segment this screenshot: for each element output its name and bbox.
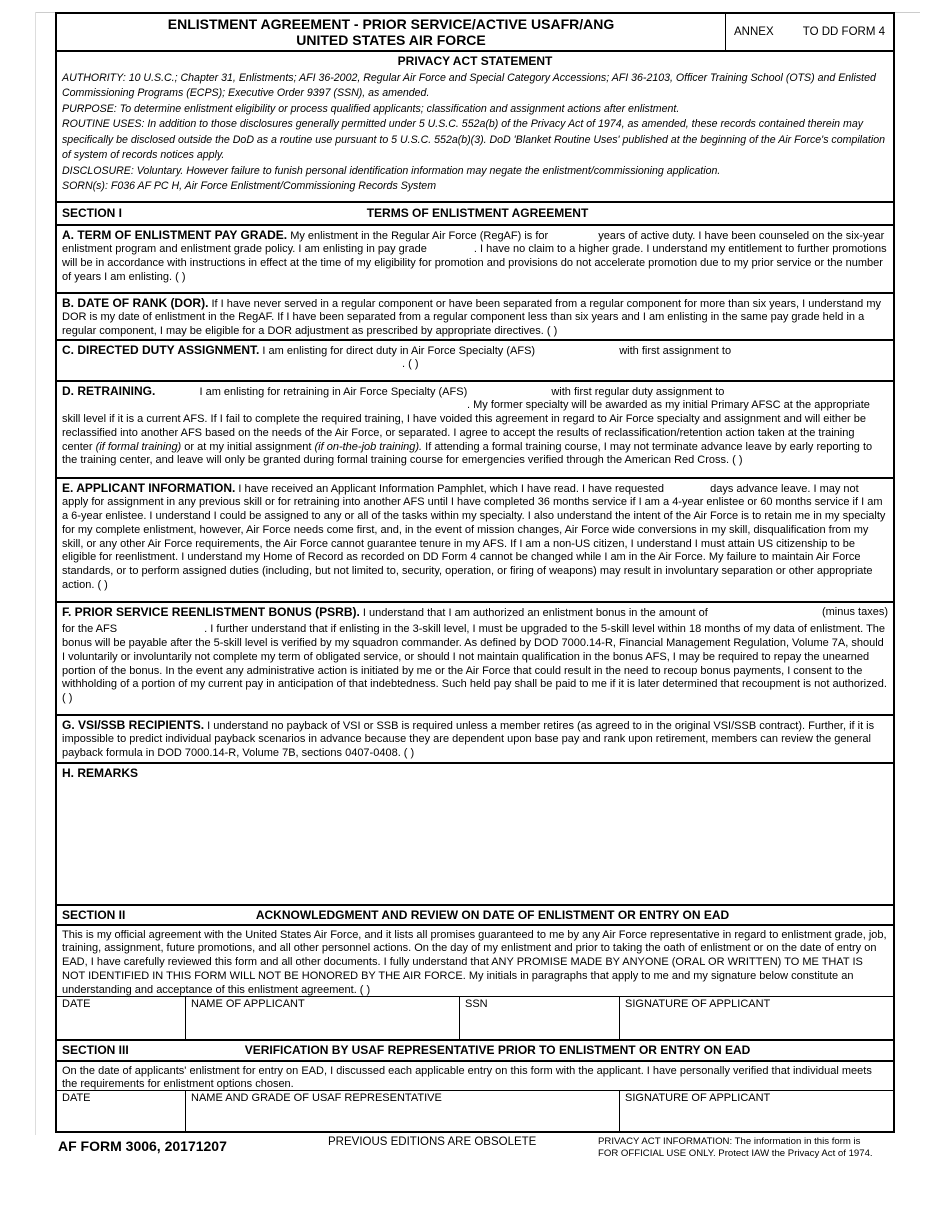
section2-signature-row [57,997,893,1041]
section2-title: ACKNOWLEDGMENT AND REVIEW ON DATE OF ENLISTMENT OR ENTRY ON EAD [255,907,730,922]
privacy-title: PRIVACY ACT STATEMENT [397,54,553,68]
section3-text [57,1062,893,1091]
section1-title: TERMS OF ENLISTMENT AGREEMENT [366,206,589,220]
to-form-label: TO DD FORM 4 [802,26,885,38]
obsolete-notice: PREVIOUS EDITIONS ARE OBSOLETE [328,1136,537,1148]
section3-title: VERIFICATION BY USAF REPRESENTATIVE PRIOR TO ENLISTMENT OR ENTRY ON EAD [244,1043,751,1057]
section3-number: SECTION III [62,1043,129,1057]
para-f-text1: I understand that I am authorized an enlistment bonus in the amount of [359,606,708,619]
para-f-text3: . I further understand that if enlisting in the 3-skill level, I must be upgraded to the 5-skill level within 18 months of my data of enlistment. The bonus will be payable after the 5-skill level is verified by my squadron commander. As defined by DOD 7000.14-R, Financial Management Regulation, Volume 7A, should I voluntarily or involuntarily not complete my term of obligated service, or should I not maintain qualification in the bonus AFS, I may be required to repay the unearned portion of the bonus. In the event any administrative action is initiated by me or the Air Force that could result in the need to recoup bonus payments, I consent to the withholding of a portion of my current pay in anticipation of that indebtedness. Such held pay shall be paid to me if it is later determined that recoupment is not authorized. ( ) [62,623,887,705]
para-d-text3: . My former specialty will be awarded as my initial Primary AFSC at the appropriate skill level if it is a current AFS. If I fail to complete the required training, I have voided this agreement in regard to Air Force specialty and assignment and will either be reclassified into another AFS based on the needs of the Air Force, or separated. I agree to accept the results of reclassification/retention action taken at the training center [62,399,870,453]
section1-number: SECTION I [62,206,123,220]
applicant-date-label: DATE [62,997,91,1010]
form-id: AF FORM 3006, 20171207 [58,1138,227,1154]
para-e-text2: days advance leave. I may not apply for assignment in any previous skill or for retraining into another AFS until I have completed 36 months service if I am a 4-year enlistee or 60 months service if I am a 6-year enlistee. I understand I could be assigned to any or all of the tasks within my specialty. I also understand the intent of the Air Force is to retain me in my specialty for my complete enlistment, however, Air Force needs come first, and, in the event of mission changes, Air Force wide conversions in my skill, disqualification from my skill, or any other Air Force requirements, the Air Force cannot guarantee tenure in my AFS. If I am a non-US citizen, I understand I must attain US citizenship to be eligible for reenlistment. I understand my Home of Record as recorded on DD Form 4 cannot be changed while I am in the Air Force. My failure to maintain Air Force standards, or to perform assigned duties (including, but not limited to, security, operation, or firing of weapons) may result in involuntary separation or other appropriate action. ( ) [62,482,886,592]
applicant-signature-field[interactable] [620,997,893,1039]
para-d-text2: with first regular duty assignment to [551,385,725,398]
applicant-date-field[interactable] [57,997,186,1039]
para-c-directed-duty [57,341,893,382]
footer-privacy-notice [598,1136,873,1160]
applicant-signature-label: SIGNATURE OF APPLICANT [625,997,771,1010]
para-c-text2: with first assignment to [619,344,732,357]
privacy-act-statement [57,52,893,203]
para-b-date-of-rank [57,294,893,341]
footer-privacy-line2: FOR OFFICIAL USE ONLY. Protect IAW the Privacy Act of 1974. [598,1148,873,1159]
privacy-sorn: SORN(s): F036 AF PC H, Air Force Enlistment/Commissioning Records System [62,180,437,192]
para-a-lead: A. TERM OF ENLISTMENT PAY GRADE. [62,227,288,242]
para-a-text1: My enlistment in the Regular Air Force (RegAF) is for [287,229,549,242]
para-f-psrb [57,603,893,716]
section3-signature-row [57,1091,893,1131]
para-a-text3: . I have no claim to a higher grade. I understand my entitlement to further promotions will be in accordance with instructions in effect at the time of my eligibility for promotion and provisions do not accelerate promotion due to my prior service or the number of years I am enlisting. ( ) [62,243,887,283]
applicant-name-label: NAME OF APPLICANT [191,997,305,1010]
para-d-lead: D. RETRAINING. [62,383,156,398]
para-g-vsi-ssb [57,716,893,764]
rep-date-field[interactable] [57,1091,186,1131]
para-d-text4: or at my initial assignment [181,440,315,453]
para-d-text1: I am enlisting for retraining in Air Force Specialty (AFS) [199,385,468,398]
para-e-lead: E. APPLICANT INFORMATION. [62,480,236,495]
section2-number: SECTION II [62,907,126,922]
para-c-lead: C. DIRECTED DUTY ASSIGNMENT. [62,342,260,357]
para-d-retraining [57,382,893,479]
remarks-label: H. REMARKS [62,765,139,780]
para-a-text2: years of active duty. I have been counseled on the six-year enlistment program and enlistment grade policy. I am enlisting in pay grade [62,229,885,256]
para-f-body [62,623,888,706]
para-f-lead: F. PRIOR SERVICE REENLISTMENT BONUS (PSRB). [62,604,360,619]
remarks-area[interactable] [57,764,893,906]
applicant-name-field[interactable] [186,997,460,1039]
form-title [57,14,725,50]
rep-date-label: DATE [62,1091,91,1104]
privacy-disclosure: DISCLOSURE: Voluntary. However failure to funish personal identification information may negate the enlistment/commissioning application. [62,164,721,177]
applicant-ssn-label: SSN [465,997,488,1010]
scan-edge-left [35,12,36,1135]
section1-header [57,203,893,226]
para-b-text: If I have never served in a regular component or have been separated from a regular component for more than six years, I understand my DOR is my date of enlistment in the RegAF. If I have been separated from a regular component less than six years and I am enlisting in the same pay grade held in a regular component, I may be eligible for a DOR adjustment as prescribed by appropriate directives. ( ) [62,297,882,338]
para-e-applicant-information [57,479,893,603]
rep-name-grade-field[interactable] [186,1091,620,1131]
section2-text [57,926,893,997]
footer-privacy-line1: PRIVACY ACT INFORMATION: The information in this form is [598,1136,861,1147]
para-g-text: I understand no payback of VSI or SSB is required unless a member retires (as agreed to in the original VSI/SSB contract). Further, if it is impossible to predict individual payback scenarios in advance because they are dependent upon base pay and rank upon retirement, members can review the general payback formula in DOD 7000.14-R, Volume 7B, sections 0407-0408. ( ) [62,719,875,760]
section2-body: This is my official agreement with the United States Air Force, and it lists all promises guaranteed to me by any Air Force representative in regard to enlistment grade, job, training, assignment, future promotions, and all other personnel actions. On the day of my enlistment and prior to taking the oath of enlistment or on the date of entry on EAD, I have carefully reviewed this form and all other documents. I fully understand that ANY PROMISE MADE BY ANYONE (ORAL OR WRITTEN) TO ME THAT IS NOT IDENTIFIED IN THIS FORM WILL NOT BE HONORED BY THE AIR FORCE. My initials in paragraphs that apply to me and my signature below constitute an understanding and acceptance of this enlistment agreement. ( ) [62,928,887,996]
rep-signature-label: SIGNATURE OF APPLICANT [625,1091,771,1104]
form-header [57,14,893,52]
para-e-text1: I have received an Applicant Information Pamphlet, which I have read. I have requested [235,482,664,495]
applicant-ssn-field[interactable] [460,997,620,1039]
para-f-first-line [62,606,888,621]
privacy-purpose: PURPOSE: To determine enlistment eligibility or process qualified applicants; classification and assignment actions after enlistment. [62,102,680,115]
form-title-line2: UNITED STATES AIR FORCE [296,32,486,48]
para-f-text2: for the AFS [62,623,118,636]
form-title-line1: ENLISTMENT AGREEMENT - PRIOR SERVICE/ACTIVE USAFR/ANG [167,16,615,32]
annex-box [725,14,893,50]
section3-body: On the date of applicants' enlistment for entry on EAD, I discussed each applicable entry on this form with the applicant. I have personally verified that individual meets the requirements for enlistment options chosen. [62,1064,872,1091]
para-a-term-of-enlistment [57,226,893,294]
privacy-routine-uses: ROUTINE USES: In addition to those disclosures generally permitted under 5 U.S.C. 552a(b) of the Privacy Act of 1974, as amended, these records contained therein may specifically be disclosed outside the DoD as a routine use pursuant to 5 U.S.C. 552a(b)(3). DoD 'Blanket Routine Uses' published at the beginning of the Air Force's compilation of system of records notices apply. [62,118,886,161]
para-g-lead: G. VSI/SSB RECIPIENTS. [62,717,205,732]
para-c-text3: . ( ) [402,358,419,371]
annex-label: ANNEX [734,26,774,38]
para-d-italic2: (if on-the-job training). [314,440,423,453]
para-d-text5: If attending a formal training course, I may not terminate advance leave by early reporting to the training center, and leave will only be granted during formal training course for emergencies verified through the American Red Cross. ( ) [62,440,873,467]
form-container [55,12,895,1133]
para-c-text1: I am enlisting for direct duty in Air Force Specialty (AFS) [259,344,536,357]
rep-signature-field[interactable] [620,1091,893,1131]
rep-name-grade-label: NAME AND GRADE OF USAF REPRESENTATIVE [191,1091,442,1104]
para-f-minus-taxes: (minus taxes) [821,605,888,618]
para-b-lead: B. DATE OF RANK (DOR). [62,295,209,310]
para-d-italic1: (if formal training) [95,440,182,453]
privacy-authority: AUTHORITY: 10 U.S.C.; Chapter 31, Enlistments; AFI 36-2002, Regular Air Force and Special Category Accessions; AFI 36-2103, Officer Training School (OTS) and Enlisted Commissioning Programs (ECPS); Executive Order 9397 (SSN), as amended. [62,71,876,99]
section3-header [57,1041,893,1062]
section2-header [57,906,893,926]
